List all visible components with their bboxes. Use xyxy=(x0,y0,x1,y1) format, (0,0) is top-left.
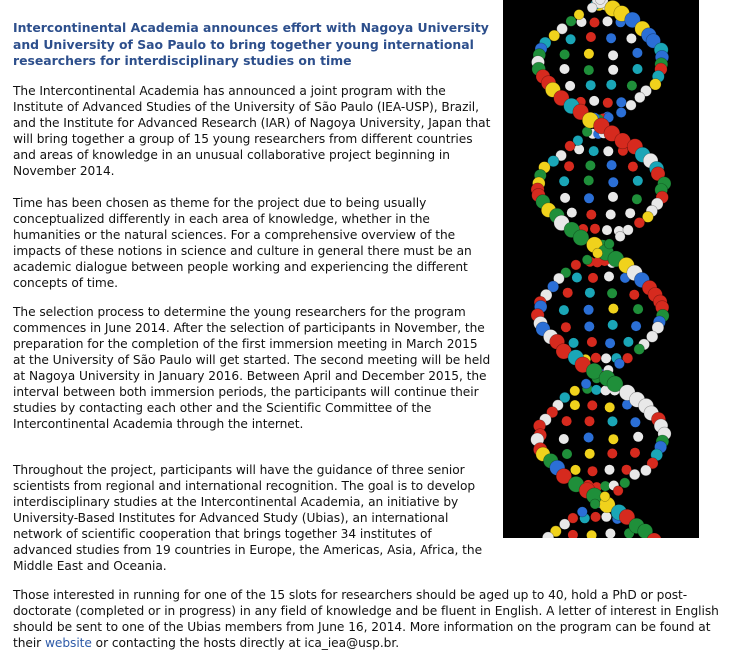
dna-backbone-atom xyxy=(581,379,591,389)
dna-base-pair-atom xyxy=(559,176,569,186)
dna-base-pair-atom xyxy=(571,465,581,475)
dna-base-pair-atom xyxy=(627,81,637,91)
article-paragraph: Time has been chosen as theme for the project due to being usually conceptualized differently in each area of knowledge, whether in the humanities or the natural sciences. For a comprehensive overview of the impacts of these notions in science and culture in general there must be an academic dialogue between people working and experiencing the different concepts of time. xyxy=(13,196,472,290)
dna-backbone-atom xyxy=(571,260,581,270)
dna-base-pair-atom xyxy=(562,449,572,459)
dna-base-pair-atom xyxy=(603,16,613,26)
dna-base-pair-atom xyxy=(589,96,599,106)
dna-base-pair-atom xyxy=(568,530,578,538)
dna-base-pair-atom xyxy=(626,34,636,44)
dna-base-pair-atom xyxy=(586,80,596,90)
dna-backbone-atom xyxy=(582,255,592,265)
dna-backbone-atom xyxy=(635,92,646,103)
dna-base-pair-atom xyxy=(572,273,582,283)
dna-backbone-atom xyxy=(566,16,576,26)
dna-base-pair-atom xyxy=(584,49,594,59)
dna-base-pair-atom xyxy=(584,65,594,75)
dna-base-pair-atom xyxy=(630,448,640,458)
dna-base-pair-atom xyxy=(562,416,572,426)
dna-backbone-atom xyxy=(559,519,570,530)
dna-base-pair-atom xyxy=(608,304,618,314)
dna-base-pair-atom xyxy=(587,530,597,538)
dna-base-pair-atom xyxy=(560,193,570,203)
dna-base-pair-atom xyxy=(605,529,615,539)
dna-base-pair-atom xyxy=(585,449,595,459)
dna-backbone-atom xyxy=(570,386,580,396)
dna-backbone-atom xyxy=(565,141,575,151)
article-headline: Intercontinental Academia announces effort with Nagoya University and University of Sao Paulo to bring together young international researchers for interdisciplinary studies on time xyxy=(13,20,489,68)
dna-backbone-atom xyxy=(577,507,587,517)
dna-helix-image xyxy=(503,0,699,538)
dna-backbone-atom xyxy=(641,465,652,476)
dna-base-pair-atom xyxy=(608,320,618,330)
dna-base-pair-atom xyxy=(589,146,599,156)
dna-backbone-atom xyxy=(613,486,623,496)
dna-backbone-atom xyxy=(634,344,645,355)
dna-base-pair-atom xyxy=(591,385,601,395)
dna-base-pair-atom xyxy=(625,208,635,218)
dna-base-pair-atom xyxy=(559,434,569,444)
dna-base-pair-atom xyxy=(591,512,601,522)
dna-base-pair-atom xyxy=(633,64,643,74)
dna-backbone-atom xyxy=(549,30,560,41)
dna-base-pair-atom xyxy=(565,81,575,91)
dna-base-pair-atom xyxy=(601,353,611,363)
dna-base-pair-atom xyxy=(608,50,618,60)
final-paragraph-text-end: or contacting the hosts directly at ica_iea@usp.br. xyxy=(91,636,400,650)
dna-base-pair-atom xyxy=(588,466,598,476)
dna-backbone-atom xyxy=(629,469,640,480)
dna-base-pair-atom xyxy=(584,176,594,186)
dna-base-pair-atom xyxy=(574,144,584,154)
dna-base-pair-atom xyxy=(570,400,580,410)
dna-backbone-atom xyxy=(587,3,597,13)
dna-base-pair-atom xyxy=(608,65,618,75)
dna-base-pair-atom xyxy=(630,417,640,427)
dna-backbone-atom xyxy=(604,239,614,249)
dna-backbone-atom xyxy=(650,79,661,90)
dna-base-pair-atom xyxy=(587,337,597,347)
article-paragraph: The selection process to determine the young researchers for the program commences in June 2014. After the selection of participants in November, the preparation for the completion of the first immersion meeting in March 2015 at the University of São Paulo will get started. The second meeting will be held at Nagoya University in January 2016. Between April and December 2015, the interval between both immersion periods, the participants will continue their studies by contacting each other and the Scientific Committee of the Intercontinental Academia through the internet. xyxy=(13,305,491,431)
dna-base-pair-atom xyxy=(585,416,595,426)
dna-base-pair-atom xyxy=(604,272,614,282)
dna-base-pair-atom xyxy=(584,433,594,443)
dna-base-pair-atom xyxy=(606,80,616,90)
dna-double-helix-icon xyxy=(503,0,699,538)
dna-base-pair-atom xyxy=(561,322,571,332)
dna-backbone-atom xyxy=(615,231,625,241)
dna-backbone-atom xyxy=(616,107,626,117)
dna-base-pair-atom xyxy=(602,225,612,235)
dna-base-pair-atom xyxy=(584,305,594,315)
dna-base-pair-atom xyxy=(601,512,611,522)
dna-base-pair-atom xyxy=(633,176,643,186)
dna-base-pair-atom xyxy=(608,434,618,444)
dna-base-pair-atom xyxy=(628,162,638,172)
dna-base-pair-atom xyxy=(585,288,595,298)
dna-base-pair-atom xyxy=(631,321,641,331)
dna-base-pair-atom xyxy=(606,210,616,220)
dna-base-pair-atom xyxy=(607,449,617,459)
dna-base-pair-atom xyxy=(629,290,639,300)
final-paragraph-text: Those interested in running for one of the 15 slots for researchers should be aged up to 40, hold a PhD or post-doctorate (completed or in progress) in any field of knowledge and be fluent in English. A letter of interest in English should be sent to one of the Ubias members from June 16, 2014. More information on the program can be found at their xyxy=(13,588,719,650)
dna-base-pair-atom xyxy=(603,98,613,108)
dna-base-pair-atom xyxy=(586,210,596,220)
dna-base-pair-atom xyxy=(607,160,617,170)
dna-base-pair-atom xyxy=(584,193,594,203)
dna-base-pair-atom xyxy=(587,400,597,410)
dna-base-pair-atom xyxy=(563,288,573,298)
dna-backbone-atom xyxy=(614,359,624,369)
dna-base-pair-atom xyxy=(633,432,643,442)
dna-base-pair-atom xyxy=(569,338,579,348)
dna-base-pair-atom xyxy=(603,146,613,156)
dna-base-pair-atom xyxy=(606,33,616,43)
dna-backbone-atom xyxy=(593,248,603,258)
dna-backbone-atom xyxy=(600,491,610,501)
dna-base-pair-atom xyxy=(588,273,598,283)
dna-base-pair-atom xyxy=(590,224,600,234)
dna-base-pair-atom xyxy=(590,18,600,28)
dna-backbone-atom xyxy=(626,100,636,110)
dna-base-pair-atom xyxy=(608,192,618,202)
dna-base-pair-atom xyxy=(608,177,618,187)
dna-base-pair-atom xyxy=(633,304,643,314)
dna-base-pair-atom xyxy=(600,481,610,491)
dna-base-pair-atom xyxy=(567,208,577,218)
article-paragraph: Throughout the project, participants will have the guidance of three senior scientists from regional and international recognition. The goal is to develop interdisciplinary studies at the Intercontinental Academia, an initiative by University-Based Institutes for Advanced Study (Ubias), an international network of scientific cooperation that brings together 34 institutes of advanced studies from 19 countries in Europe, the Americas, Asia, Africa, the Middle East and Oceania. xyxy=(13,463,483,573)
dna-base-pair-atom xyxy=(605,338,615,348)
dna-base-pair-atom xyxy=(605,402,615,412)
dna-base-pair-atom xyxy=(608,416,618,426)
dna-base-pair-atom xyxy=(607,288,617,298)
dna-backbone-atom xyxy=(634,218,645,229)
dna-base-pair-atom xyxy=(605,465,615,475)
dna-base-pair-atom xyxy=(586,32,596,42)
dna-base-pair-atom xyxy=(584,322,594,332)
dna-base-pair-atom xyxy=(559,305,569,315)
dna-base-pair-atom xyxy=(560,50,570,60)
article-final-paragraph xyxy=(13,587,725,651)
dna-base-pair-atom xyxy=(560,64,570,74)
dna-base-pair-atom xyxy=(564,161,574,171)
dna-backbone-atom xyxy=(590,499,600,509)
dna-base-pair-atom xyxy=(623,337,633,347)
dna-base-pair-atom xyxy=(632,194,642,204)
dna-base-pair-atom xyxy=(566,34,576,44)
article-paragraph: The Intercontinental Academia has announced a joint program with the Institute of Advanced Studies of the University of São Paulo (IEA-USP), Brazil, and the Institute for Advanced Research (IAR) of Nagoya University, Japan that will bring together a group of 15 young researchers from different countries and areas of knowledge in an unusual collaborative project beginning in November 2014. xyxy=(13,84,491,178)
website-link[interactable]: website xyxy=(44,636,92,650)
dna-base-pair-atom xyxy=(585,161,595,171)
dna-base-pair-atom xyxy=(616,97,626,107)
dna-base-pair-atom xyxy=(591,353,601,363)
dna-base-pair-atom xyxy=(632,48,642,58)
